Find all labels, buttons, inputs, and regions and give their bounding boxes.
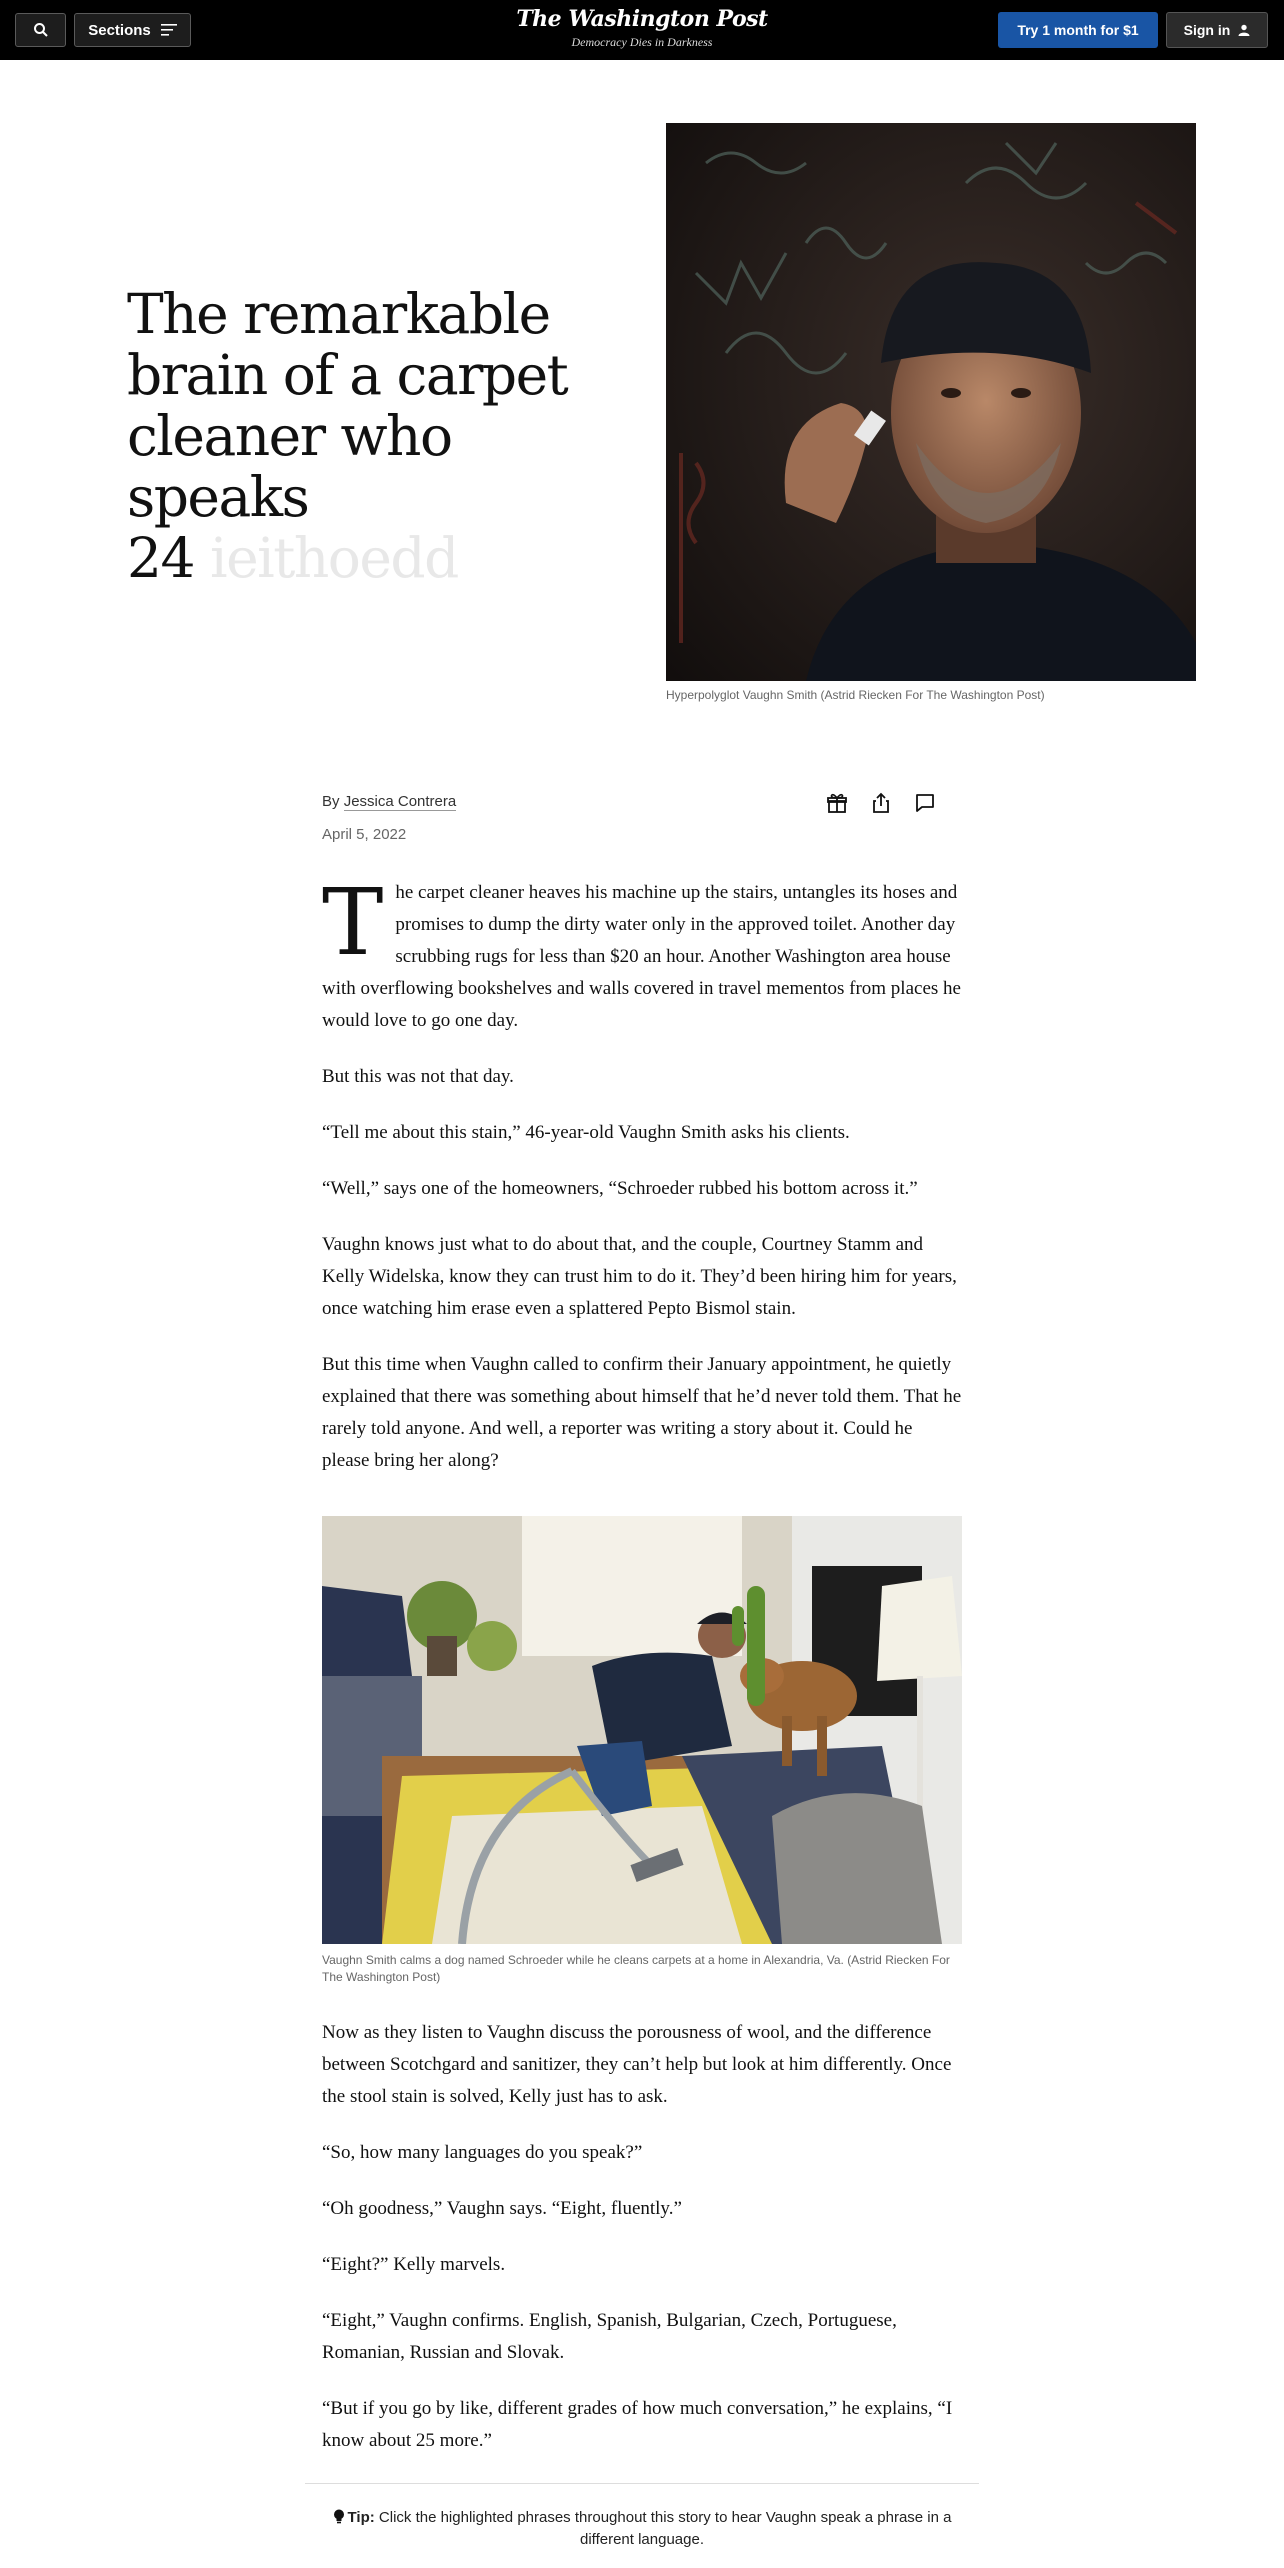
paragraph: “Well,” says one of the homeowners, “Schroeder rubbed his bottom across it.” xyxy=(322,1178,918,1199)
byline-prefix: By xyxy=(322,793,340,810)
subscribe-button[interactable]: Try 1 month for $1 xyxy=(998,12,1158,48)
user-icon xyxy=(1238,24,1250,36)
paragraph: “But if you go by like, different grades of how much conversation,” he explains, “I know about 25 more.” xyxy=(322,2398,953,2451)
hero-photo-caption: Hyperpolyglot Vaughn Smith (Astrid Riecken For The Washington Post) xyxy=(666,688,1045,702)
article-photo xyxy=(322,1516,962,1944)
paragraph: But this time when Vaughn called to confirm their January appointment, he quietly explained that there was something about himself that he’d never told them. That he rarely told anyone. And well, a reporter was writing a story about it. Could he please bring her along? xyxy=(322,1354,962,1471)
hero-photo-illustration xyxy=(666,123,1196,681)
publish-date: April 5, 2022 xyxy=(322,826,407,843)
paragraph: “Oh goodness,” Vaughn says. “Eight, fluently.” xyxy=(322,2198,682,2219)
paragraph: But this was not that day. xyxy=(322,1066,514,1087)
tip-text: Click the highlighted phrases throughout this story to hear Vaughn speak a phrase in a different language. xyxy=(378,2509,952,2548)
headline-text: The remarkable brain of a carpet cleaner who speaks 24 xyxy=(127,282,568,590)
paragraph: “Eight?” Kelly marvels. xyxy=(322,2254,506,2275)
article-body-top xyxy=(322,869,962,1501)
paragraph: “Eight,” Vaughn confirms. English, Spanish, Bulgarian, Czech, Portuguese, Romanian, Russian and Slovak. xyxy=(322,2310,897,2363)
audio-tip xyxy=(305,2507,979,2551)
sign-in-button[interactable] xyxy=(1166,12,1268,48)
article-photo-caption: Vaughn Smith calms a dog named Schroeder while he cleans carpets at a home in Alexandria, Va. (Astrid Riecken For The Washington Post) xyxy=(322,1953,950,1984)
paragraph: “So, how many languages do you speak?” xyxy=(322,2142,643,2163)
sections-label: Sections xyxy=(88,21,151,39)
paragraph: “Tell me about this stain,” 46-year-old Vaughn Smith asks his clients. xyxy=(322,1122,850,1143)
gift-icon[interactable] xyxy=(825,791,849,815)
hero-photo xyxy=(666,123,1196,681)
top-navigation-bar xyxy=(0,0,1284,60)
article-body-bottom xyxy=(322,2017,962,2481)
lightbulb-icon xyxy=(333,2509,345,2524)
share-icon[interactable] xyxy=(869,791,893,815)
headline-animated-word: ieithoedd xyxy=(209,526,458,590)
paragraph: Now as they listen to Vaughn discuss the porousness of wool, and the difference between Scotchgard and sanitizer, they can’t help but look at him differently. Once the stool stain is solved, Kelly just has to ask. xyxy=(322,2022,952,2107)
site-logo[interactable]: The Washington Post xyxy=(516,6,768,32)
article-headline xyxy=(127,284,627,589)
tip-label: Tip: xyxy=(347,2509,375,2526)
author-link[interactable]: Jessica Contrera xyxy=(343,793,457,810)
byline xyxy=(322,793,456,810)
article-photo-illustration xyxy=(322,1516,962,1944)
comment-icon[interactable] xyxy=(913,791,937,815)
sign-in-label: Sign in xyxy=(1183,22,1231,38)
paragraph: The carpet cleaner heaves his machine up the stairs, untangles its hoses and promises to dump the dirty water only in the approved toilet. Another day scrubbing rugs for less than $20 an hour. Another Washington area house with overflowing bookshelves and walls covered in travel mementos from places he would love to go one day. xyxy=(322,869,961,1031)
site-tagline: Democracy Dies in Darkness xyxy=(571,35,713,49)
section-divider xyxy=(305,2483,979,2484)
paragraph: Vaughn knows just what to do about that, and the couple, Courtney Stamm and Kelly Widelska, know they can trust him to do it. They’d been hiring him for years, once watching him erase even a splattered Pepto Bismol stain. xyxy=(322,1234,957,1319)
drop-cap: T xyxy=(322,869,384,976)
